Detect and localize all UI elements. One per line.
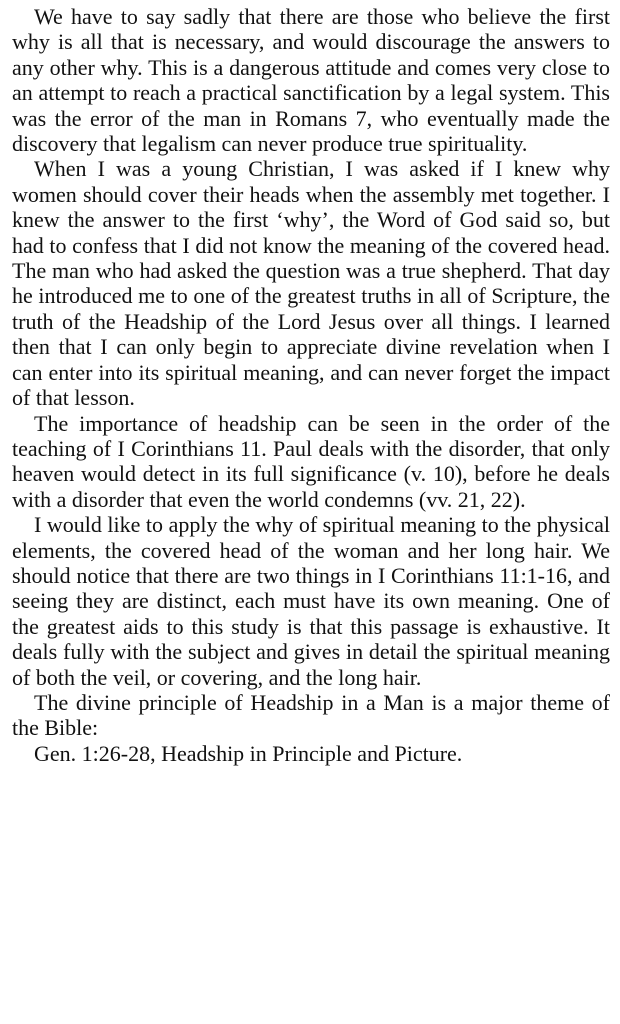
paragraph-importance-of-headship: The importance of headship can be seen in the order of the teaching of I Corinthians 11. Paul deals with the disorder, that only heaven would detect in its full significance (v. 10), before he deals with a disorder that even the world condemns (vv. 21, 22). — [12, 410, 610, 512]
paragraph-young-christian: When I was a young Christian, I was asked if I knew why women should cover their heads when the assembly met together. I knew the answer to the first ‘why’, the Word of God said so, but had to confess that I did not know the meaning of the covered head. The man who had asked the question was a true shepherd. That day he introduced me to one of the greatest truths in all of Scripture, the truth of the Headship of the Lord Jesus over all things. I learned then that I can only begin to appreciate divine revelation when I can enter into its spiritual meaning, and can never forget the impact of that lesson. — [12, 156, 610, 411]
paragraph-spiritual-meaning: I would like to apply the why of spiritual meaning to the physical elements, the covered head of the woman and her long hair. We should notice that there are two things in I Corinthians 11:1-16, and seeing they are distinct, each must have its own meaning. One of the greatest aids to this study is that this passage is exhaustive. It deals fully with the subject and gives in detail the spiritual meaning of both the veil, or covering, and the long hair. — [12, 512, 610, 690]
scripture-reference: Gen. 1:26-28, Headship in Principle and Picture. — [34, 740, 463, 766]
paragraph-divine-principle: The divine principle of Headship in a Man is a major theme of the Bible: — [12, 689, 610, 741]
paragraph-first-why: We have to say sadly that there are those who believe the first why is all that is necessary, and would discourage the answers to any other why. This is a dangerous attitude and comes very close to an attempt to reach a practical sanctification by a legal system. This was the error of the man in Romans 7, who eventually made the discovery that legalism can never produce true spirituality. — [12, 4, 610, 157]
